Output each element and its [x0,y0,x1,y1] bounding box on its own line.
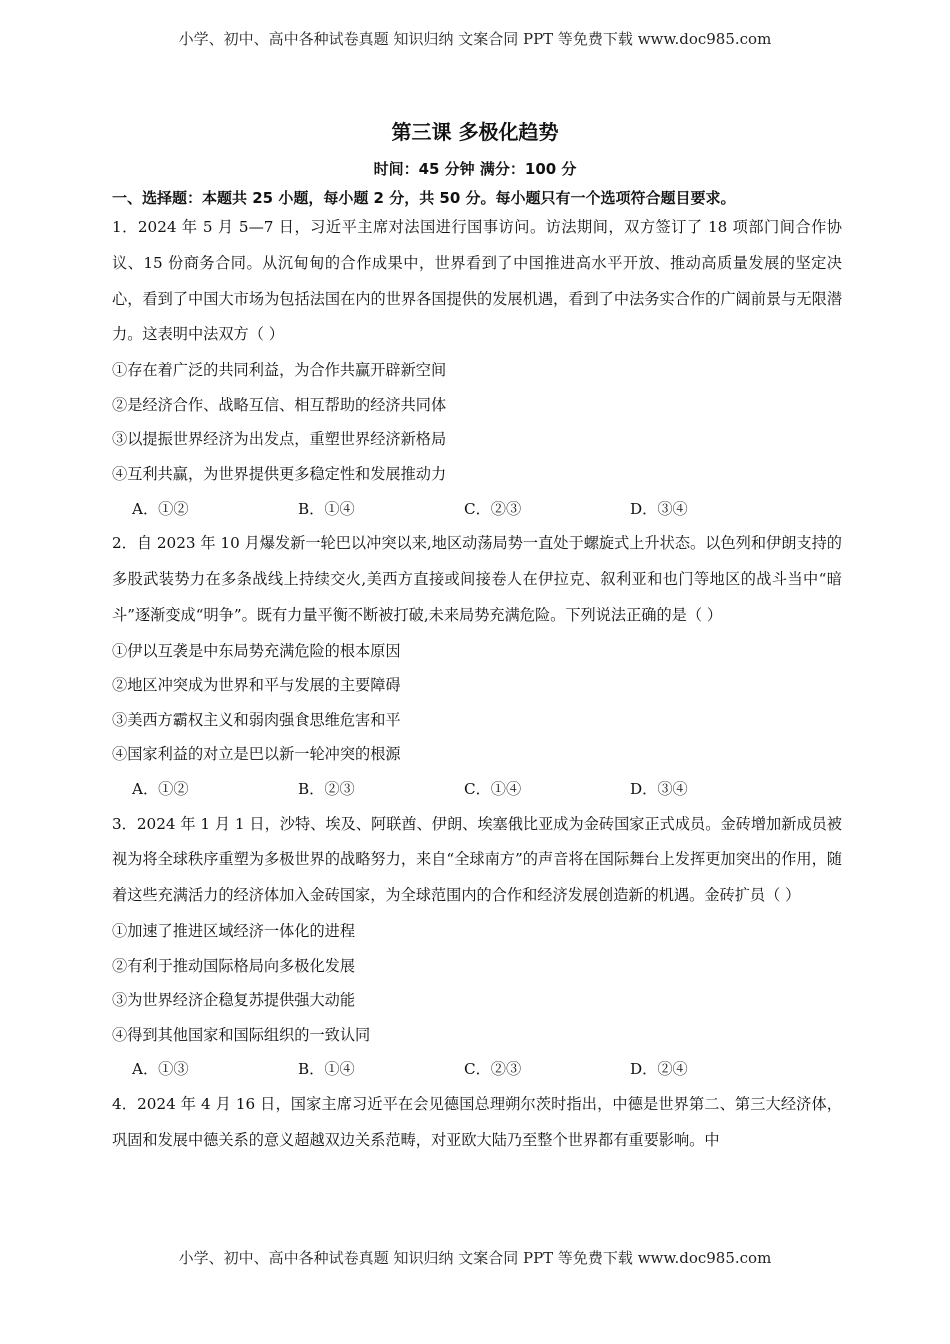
answer-choice: B．②③ [298,779,355,798]
question-1-option: ④互利共赢，为世界提供更多稳定性和发展推动力 [112,464,447,483]
question-3-stem: 3．2024 年 1 月 1 日，沙特、埃及、阿联酋、伊朗、埃塞俄比亚成为金砖国家正式成员。金砖增加新成员被视为将全球秩序重塑为多极世界的战略努力，来自“全球南方”的声音将在国际舞台上发挥更加突出的作用，随着这些充满活力的经济体加入金砖国家，为全球范围内的合作和经济发展创造新的机遇。金砖扩员（ ） [112,814,842,905]
question-3-option: ②有利于推动国际格局向多极化发展 [112,956,355,975]
question-2-option: ③美西方霸权主义和弱肉强食思维危害和平 [112,710,401,729]
question-2-stem: 2．自 2023 年 10 月爆发新一轮巴以冲突以来,地区动荡局势一直处于螺旋式上升状态。以色列和伊朗支持的多股武装势力在多条战线上持续交火,美西方直接或间接卷人在伊拉克、叙利亚和也门等地区的战斗当中“暗斗”逐渐变成“明争”。既有力量平衡不断被打破,未来局势充满危险。下列说法正确的是（ ） [112,534,842,624]
answer-choice: C．②③ [464,499,522,518]
question-3-option: ④得到其他国家和国际组织的一致认同 [112,1025,371,1044]
answer-choice: A．①② [132,499,189,518]
page-header: 小学、初中、高中各种试卷真题 知识归纳 文案合同 PPT 等免费下载 www.doc985.com [178,30,772,48]
question-3-option: ①加速了推进区域经济一体化的进程 [112,921,355,940]
exam-content [112,186,842,1158]
question-2-option: ④国家利益的对立是巴以新一轮冲突的根源 [112,745,401,764]
answer-choice: D．②④ [630,1060,688,1079]
answer-choice: C．②③ [464,1060,522,1079]
page-footer: 小学、初中、高中各种试卷真题 知识归纳 文案合同 PPT 等免费下载 www.doc985.com [178,1249,772,1267]
answer-choice: B．①④ [298,499,355,518]
answer-choice: A．①③ [132,1060,189,1079]
question-1-answers [112,492,842,527]
question-3-option: ③为世界经济企稳复苏提供强大动能 [112,991,355,1010]
question-4-stem: 4．2024 年 4 月 16 日，国家主席习近平在会见德国总理朔尔茨时指出，中德是世界第二、第三大经济体，巩固和发展中德关系的意义超越双边关系范畴，对亚欧大陆乃至整个世界都有重要影响。中 [112,1094,842,1149]
question-2-option: ②地区冲突成为世界和平与发展的主要障碍 [112,676,401,695]
answer-choice: D．③④ [630,499,688,518]
document-subtitle: 时间：45 分钟 满分：100 分 [373,160,577,178]
answer-choice: A．①② [132,779,189,798]
question-1-option: ③以提振世界经济为出发点，重塑世界经济新格局 [112,430,447,449]
question-2-answers [112,772,842,807]
question-1-option: ②是经济合作、战略互信、相互帮助的经济共同体 [112,395,447,414]
document-title: 第三课 多极化趋势 [391,120,559,144]
question-2-option: ①伊以互袭是中东局势充满危险的根本原因 [112,641,401,660]
answer-choice: C．①④ [464,779,522,798]
question-1-option: ①存在着广泛的共同利益，为合作共赢开辟新空间 [112,361,447,380]
question-3-answers [112,1052,842,1087]
question-1-stem: 1．2024 年 5 月 5—7 日，习近平主席对法国进行国事访问。访法期间，双方签订了 18 项部门间合作协议、15 份商务合同。从沉甸甸的合作成果中，世界看到了中国推进高水平开放、推动高质量发展的坚定决心，看到了中国大市场为包括法国在内的世界各国提供的发展机遇，看到了中法务实合作的广阔前景与无限潜力。这表明中法双方（ ） [112,218,842,344]
section-heading: 一、选择题：本题共 25 小题，每小题 2 分，共 50 分。每小题只有一个选项符合题目要求。 [112,189,736,207]
answer-choice: B．①④ [298,1060,355,1079]
answer-choice: D．③④ [630,779,688,798]
